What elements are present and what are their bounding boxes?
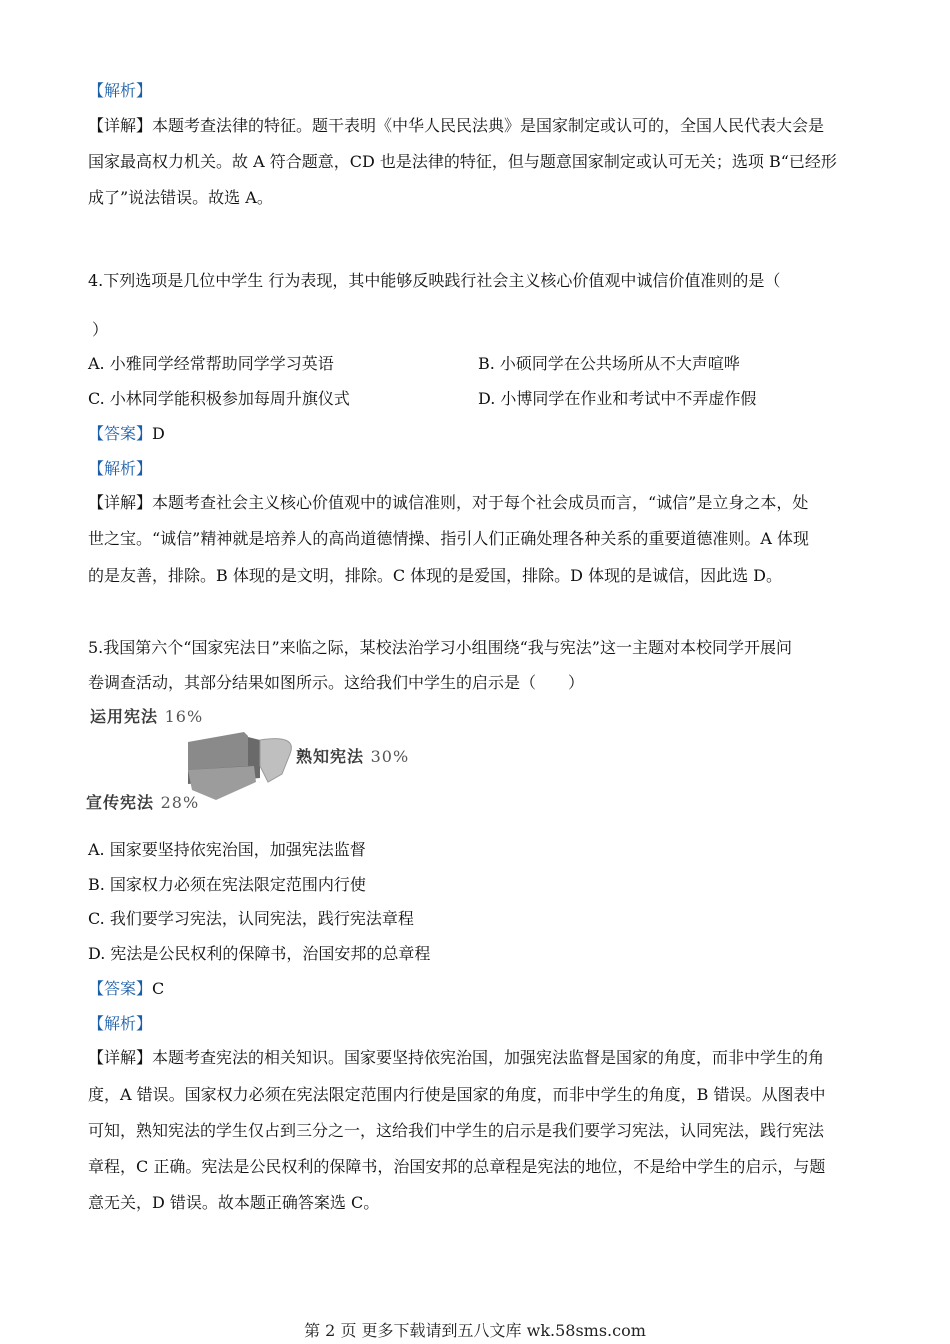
detail-line: 可知，熟知宪法的学生仅占到三分之一，这给我们中学生的启示是我们要学习宪法，认同宪法，践行宪法 <box>88 1121 825 1140</box>
detail-line: 【详解】本题考查社会主义核心价值观中的诚信准则，对于每个社会成员而言，“诚信”是立身之本，处 <box>88 493 809 512</box>
question-stem: 4.下列选项是几位中学生 行为表现，其中能够反映践行社会主义核心价值观中诚信价值准则的是（ <box>88 271 781 290</box>
analysis-tag: 【解析】 <box>88 459 153 478</box>
answer-line <box>88 979 164 999</box>
detail-line: 度，A 错误。国家权力必须在宪法限定范围内行使是国家的角度，而非中学生的角度，B 错误。从图表中 <box>88 1085 826 1104</box>
detail-line: 【详解】本题考查法律的特征。题干表明《中华人民民法典》是国家制定或认可的，全国人民代表大会是 <box>88 116 825 135</box>
analysis-tag: 【解析】 <box>88 81 153 100</box>
option-d: D. 小博同学在作业和考试中不弄虚作假 <box>478 389 757 408</box>
detail-line: 【详解】本题考查宪法的相关知识。国家要坚持依宪治国，加强宪法监督是国家的角度，而非中学生的角 <box>88 1048 825 1067</box>
option-d: D. 宪法是公民权利的保障书，治国安邦的总章程 <box>88 944 431 963</box>
answer-value: D <box>152 424 165 443</box>
option-a: A. 国家要坚持依宪治国，加强宪法监督 <box>88 840 366 859</box>
survey-pie-chart <box>84 704 444 816</box>
answer-line <box>88 424 165 444</box>
answer-tag: 【答案】 <box>88 424 153 443</box>
analysis-tag: 【解析】 <box>88 1014 153 1033</box>
pie-label-know: 熟知宪法 30% <box>296 747 410 766</box>
question-stem: ） <box>92 320 109 339</box>
detail-line: 世之宝。“诚信”精神就是培养人的高尚道德情操、指引人们正确处理各种关系的重要道德准则。A 体现 <box>88 529 810 548</box>
option-c: C. 小林同学能积极参加每周升旗仪式 <box>88 389 350 408</box>
pie-slice-use <box>188 732 248 770</box>
pie-label-promote: 宣传宪法 28% <box>86 793 200 812</box>
option-b: B. 国家权力必须在宪法限定范围内行使 <box>88 875 366 894</box>
answer-value: C <box>152 979 165 998</box>
answer-tag: 【答案】 <box>88 979 153 998</box>
pie-slice-know <box>260 739 291 782</box>
page-footer: 第 2 页 更多下载请到五八文库 wk.58sms.com <box>304 1321 646 1340</box>
question-stem: 卷调查活动，其部分结果如图所示。这给我们中学生的启示是（ ） <box>88 673 585 692</box>
detail-line: 章程，C 正确。宪法是公民权利的保障书，治国安邦的总章程是宪法的地位，不是给中学生的启示，与题 <box>88 1157 826 1176</box>
detail-line: 意无关，D 错误。故本题正确答案选 C。 <box>88 1193 380 1212</box>
option-b: B. 小硕同学在公共场所从不大声喧哗 <box>478 354 740 373</box>
option-a: A. 小雅同学经常帮助同学学习英语 <box>88 354 334 373</box>
detail-line: 国家最高权力机关。故 A 符合题意，CD 也是法律的特征，但与题意国家制定或认可无关；选项 B“已经形 <box>88 152 837 171</box>
detail-line: 成了”说法错误。故选 A。 <box>88 188 273 207</box>
pie-label-use: 运用宪法 16% <box>90 707 204 726</box>
question-stem: 5.我国第六个“国家宪法日”来临之际，某校法治学习小组围绕“我与宪法”这一主题对本校同学开展问 <box>88 638 792 657</box>
option-c: C. 我们要学习宪法，认同宪法，践行宪法章程 <box>88 909 414 928</box>
detail-line: 的是友善，排除。B 体现的是文明，排除。C 体现的是爱国，排除。D 体现的是诚信，因此选 D。 <box>88 566 783 585</box>
